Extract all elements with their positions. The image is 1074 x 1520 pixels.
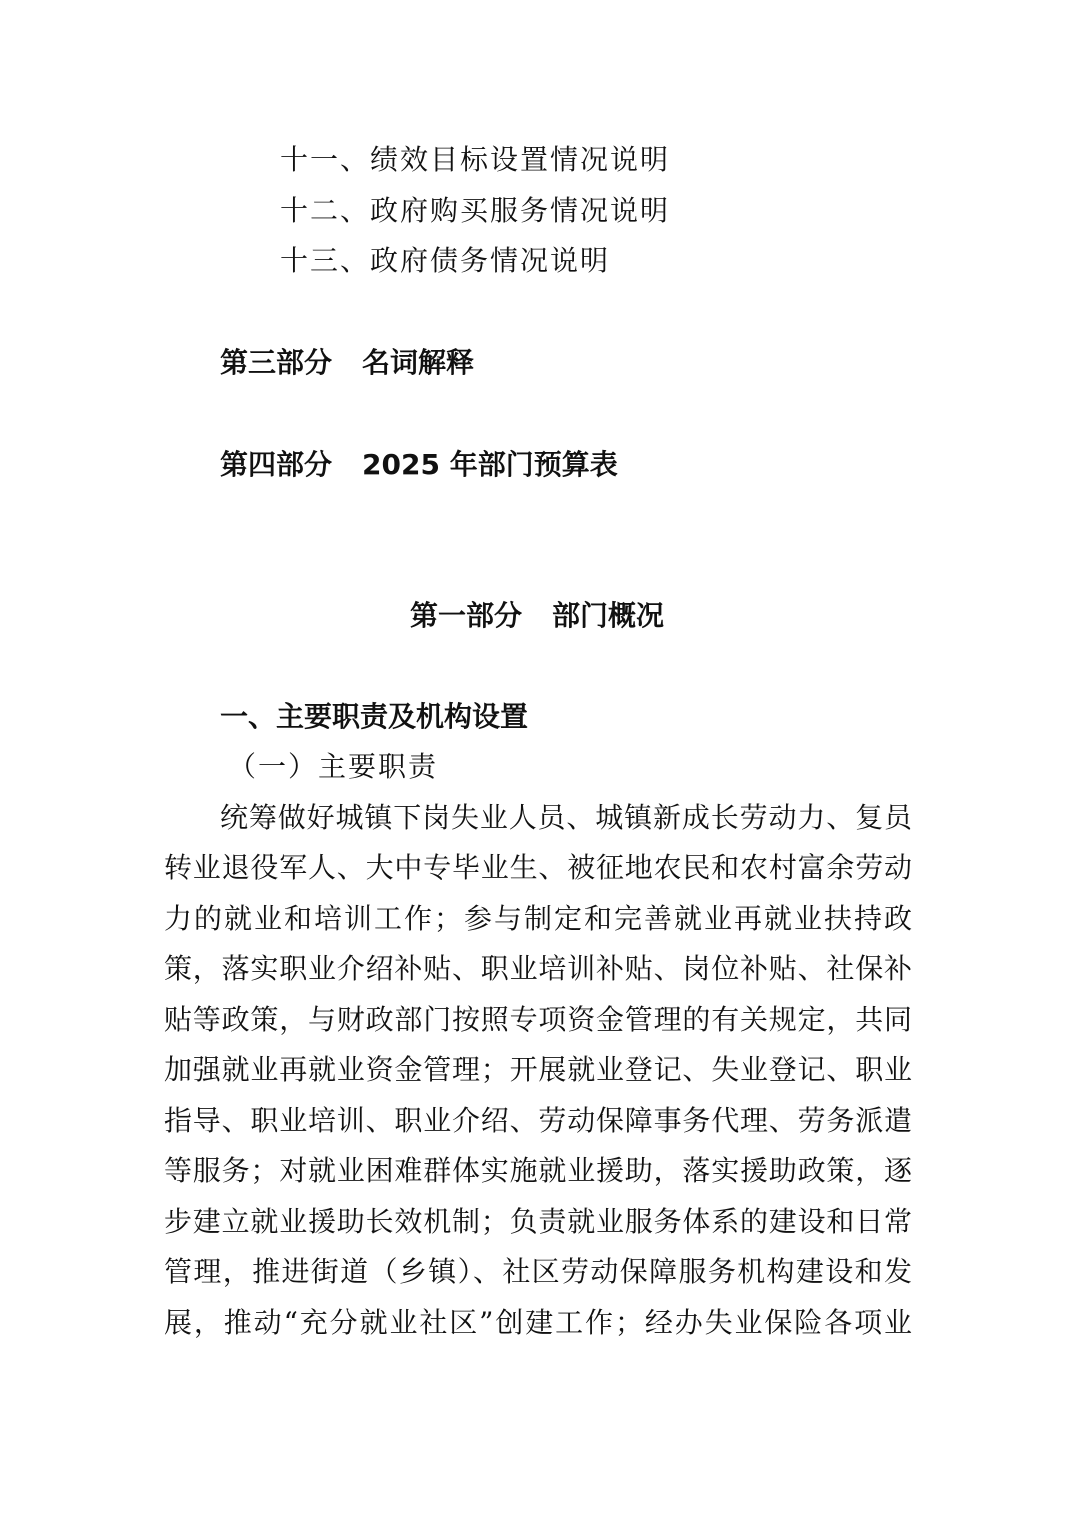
body-line: 管理，推进街道（乡镇）、社区劳动保障服务机构建设和发 [164,1255,912,1288]
part3-title: 名词解释 [362,346,475,379]
part3-heading [220,345,474,381]
section-heading: 一、主要职责及机构设置 [220,700,529,733]
sub-heading: （一）主要职责 [228,750,439,783]
part1-heading [0,598,1074,634]
body-line: 策，落实职业介绍补贴、职业培训补贴、岗位补贴、社保补 [164,952,912,985]
body-line: 力的就业和培训工作；参与制定和完善就业再就业扶持政 [164,902,912,935]
body-line: 等服务；对就业困难群体实施就业援助，落实援助政策，逐 [164,1154,912,1187]
body-line: 加强就业再就业资金管理；开展就业登记、失业登记、职业 [164,1053,912,1086]
body-line: 指导、职业培训、职业介绍、劳动保障事务代理、劳务派遣 [164,1104,912,1137]
part4-heading [220,447,618,483]
toc-item-12: 十二、政府购买服务情况说明 [280,194,671,227]
part1-title: 部门概况 [552,599,665,632]
part1-label: 第一部分 [409,599,522,632]
body-line: 转业退役军人、大中专毕业生、被征地农民和农村富余劳动 [164,851,912,884]
toc-item-11: 十一、绩效目标设置情况说明 [280,143,671,176]
body-line: 统筹做好城镇下岗失业人员、城镇新成长劳动力、复员 [220,801,912,834]
body-line: 展，推动“充分就业社区”创建工作；经办失业保险各项业 [164,1306,912,1339]
toc-item-13: 十三、政府债务情况说明 [280,244,611,277]
body-line: 贴等政策，与财政部门按照专项资金管理的有关规定，共同 [164,1003,912,1036]
body-line: 步建立就业援助长效机制；负责就业服务体系的建设和日常 [164,1205,912,1238]
part4-title: 2025 年部门预算表 [362,448,618,481]
part4-label: 第四部分 [220,448,333,481]
part3-label: 第三部分 [220,346,333,379]
